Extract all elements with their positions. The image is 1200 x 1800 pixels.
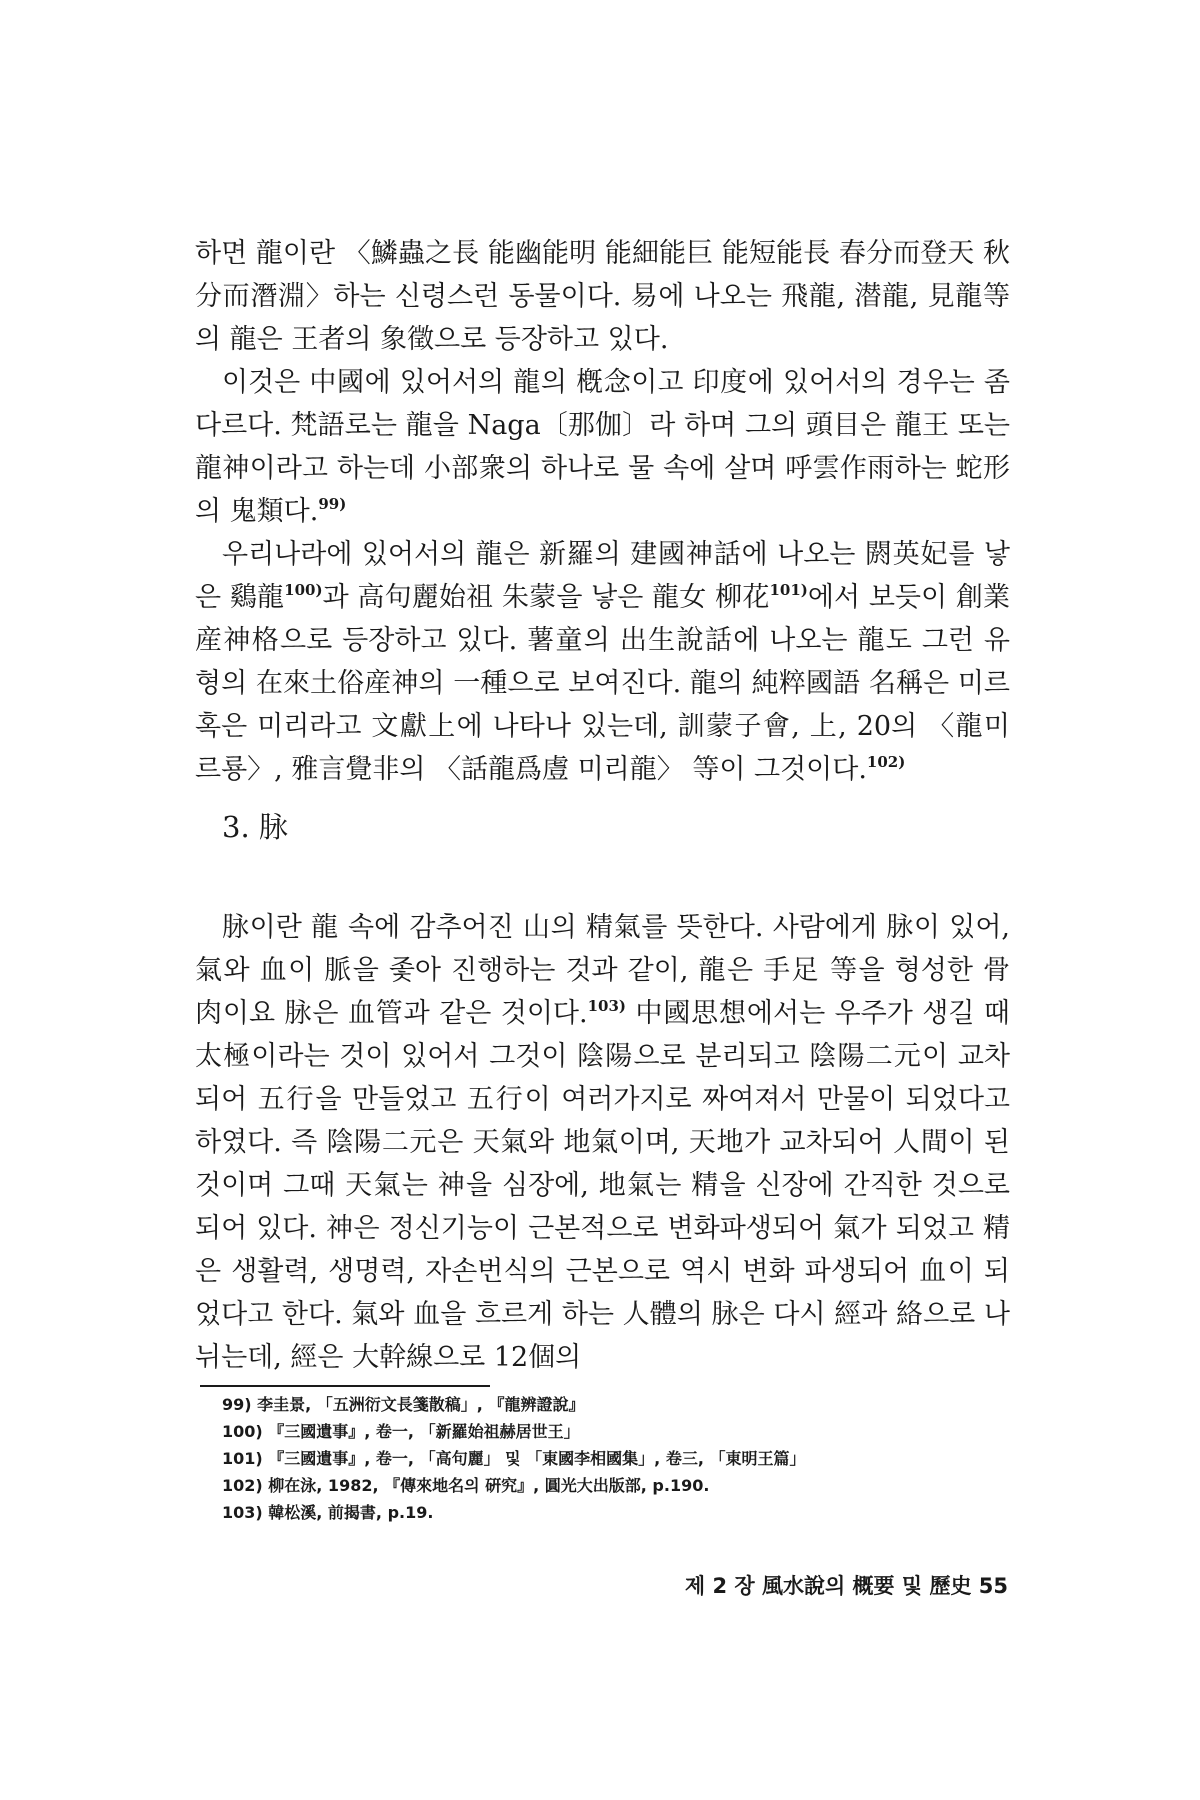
paragraph-dragon-definition bbox=[195, 232, 1010, 361]
footnote-ref-99: 99) bbox=[318, 495, 347, 513]
footnote-divider bbox=[200, 1385, 490, 1387]
paragraph-text: 이것은 中國에 있어서의 龍의 槪念이고 印度에 있어서의 경우는 좀 다르다. 梵語로는 龍을 Naga〔那伽〕라 하며 그의 頭目은 龍王 또는 龍神이라고 하는데 小部衆의 하나로 물 속에 살며 呼雲作雨하는 蛇形의 鬼類다. bbox=[195, 367, 1010, 527]
section-heading: 3. 脉 bbox=[222, 810, 288, 844]
footnote-ref-100: 100) bbox=[284, 581, 323, 599]
paragraph-text: 脉이란 龍 속에 감추어진 山의 精氣를 뜻한다. 사람에게 脉이 있어, 氣와 血이 脈을 좇아 진행하는 것과 같이, 龍은 手足 等을 형성한 骨肉이요 脉은 血管과 같은 것이다. bbox=[195, 912, 1010, 1029]
paragraph-vein-definition bbox=[195, 906, 1010, 1379]
footnote-item: 103) 韓松溪, 前揭書, p.19. bbox=[222, 1503, 434, 1522]
footnote-item: 99) 李圭景, 「五洲衍文長箋散稿」, 『龍辨證說』 bbox=[222, 1395, 585, 1414]
footnote-ref-102: 102) bbox=[866, 753, 906, 771]
footnote-item: 101) 『三國遺事』, 卷一, 「高句麗」 및 「東國李相國集」, 卷三, 「東明王篇」 bbox=[222, 1449, 806, 1468]
footnote-item: 102) 柳在泳, 1982, 『傳來地名의 硏究』, 圓光大出版部, p.190. bbox=[222, 1476, 710, 1495]
paragraph-text: 에서 보듯이 創業産神格으로 등장하고 있다. 薯童의 出生說話에 나오는 龍도 그런 유형의 在來土俗産神의 一種으로 보여진다. 龍의 純粹國語 名稱은 미르 혹은 미리라고 文獻上에 나타나 있는데, 訓蒙子會, 上, 20의 〈龍미르룡〉, 雅言覺非의 〈話龍爲䖒 미리龍〉 等이 그것이다. bbox=[195, 582, 1010, 785]
footnote-item: 100) 『三國遺事』, 卷一, 「新羅始祖赫居世王」 bbox=[222, 1422, 580, 1441]
running-footer: 제 2 장 風水說의 概要 및 歷史 55 bbox=[684, 1574, 1008, 1598]
paragraph-text: 中國思想에서는 우주가 생길 때 太極이라는 것이 있어서 그것이 陰陽으로 분리되고 陰陽二元이 교차되어 五行을 만들었고 五行이 여러가지로 짜여져서 만물이 되었다고 하였다. 즉 陰陽二元은 天氣와 地氣이며, 天地가 교차되어 人間이 된 것이며 그때 天氣는 神을 심장에, 地氣는 精을 신장에 간직한 것으로 되어 있다. 神은 정신기능이 근본적으로 변화파생되어 氣가 되었고 精은 생활력, 생명력, 자손번식의 근본으로 역시 변화 파생되어 血이 되었다고 한다. 氣와 血을 흐르게 하는 人體의 脉은 다시 經과 絡으로 나뉘는데, 經은 大幹線으로 12個의 bbox=[195, 998, 1010, 1373]
paragraph-dragon-korea bbox=[195, 533, 1010, 791]
paragraph-text: 과 高句麗始祖 朱蒙을 낳은 龍女 柳花 bbox=[322, 582, 770, 613]
paragraph-dragon-india bbox=[195, 361, 1010, 533]
paragraph-text: 하면 龍이란 〈鱗蟲之長 能幽能明 能細能巨 能短能長 春分而登天 秋分而潛淵〉하는 신령스런 동물이다. 易에 나오는 飛龍, 潜龍, 見龍等의 龍은 王者의 象徵으로 등장하고 있다. bbox=[195, 238, 1010, 355]
footnote-ref-101: 101) bbox=[769, 581, 808, 599]
footnote-list bbox=[222, 1391, 1002, 1526]
paragraph-text: 우리나라에 있어서의 龍은 新羅의 建國神話에 나오는 閼英妃를 낳은 鷄龍 bbox=[195, 539, 1010, 613]
footnote-ref-103: 103) bbox=[587, 997, 626, 1015]
